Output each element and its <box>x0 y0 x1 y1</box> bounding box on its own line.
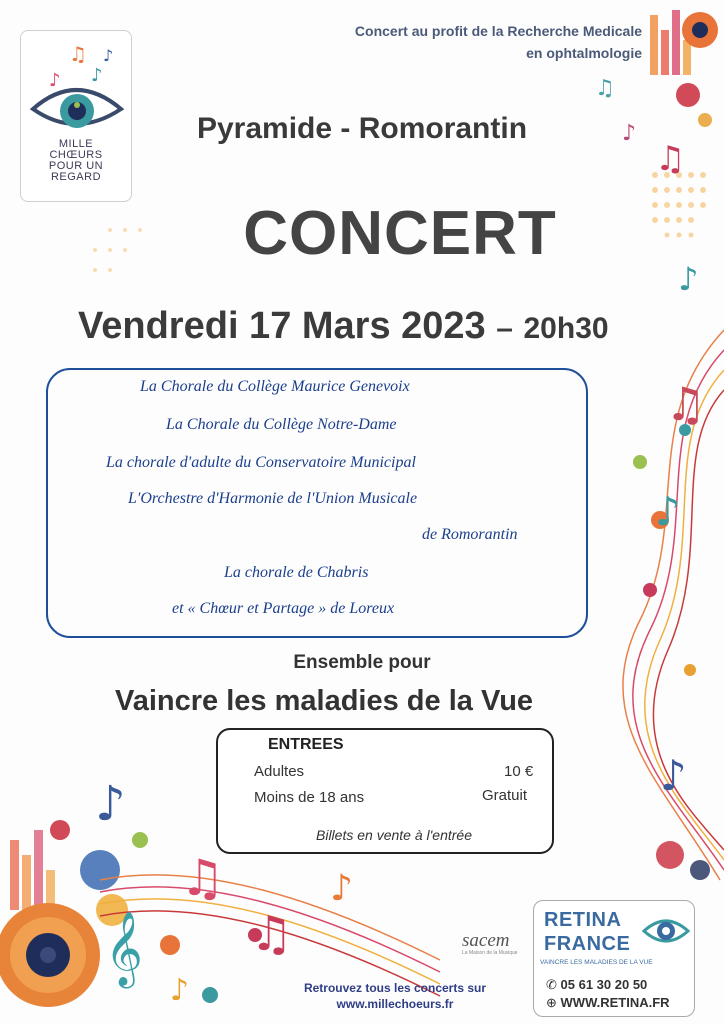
retina-website[interactable]: ⊕ WWW.RETINA.FR <box>546 995 670 1010</box>
svg-text:♫: ♫ <box>180 849 225 907</box>
retina-brand-line2: FRANCE <box>544 933 631 955</box>
tickets-box <box>216 728 554 854</box>
tickets-heading: ENTREES <box>268 736 344 753</box>
svg-text:♫: ♫ <box>595 76 615 101</box>
performer-item: L'Orchestre d'Harmonie de l'Union Musicale <box>128 490 418 507</box>
cause-heading: Vaincre les maladies de la Vue <box>115 685 534 717</box>
performer-item: et « Chœur et Partage » de Loreux <box>172 600 395 617</box>
retina-tagline: VAINCRE LES MALADIES DE LA VUE <box>540 959 653 966</box>
performer-item: La chorale d'adulte du Conservatoire Municipal <box>106 454 416 471</box>
concert-time: 20h30 <box>523 312 609 345</box>
more-concerts-text: Retrouvez tous les concerts sur <box>303 981 487 995</box>
sacem-logo: sacem <box>462 930 510 951</box>
adults-label: Adultes <box>254 763 305 780</box>
retina-phone: ✆ 05 61 30 20 50 <box>546 977 648 992</box>
minors-label: Moins de 18 ans <box>254 789 365 806</box>
logo-text: MILLE CHŒURS POUR UN REGARD <box>48 138 104 183</box>
svg-text:𝄞: 𝄞 <box>105 912 143 986</box>
eye-icon <box>642 911 690 951</box>
performers-box <box>46 368 588 638</box>
svg-text:♪: ♪ <box>660 751 687 800</box>
svg-text:♪: ♪ <box>170 973 190 1008</box>
venue-title: Pyramide - Romorantin <box>196 112 528 145</box>
svg-text:♪: ♪ <box>91 65 103 86</box>
retina-france-logo <box>533 900 695 1017</box>
svg-text:♪: ♪ <box>678 260 699 298</box>
more-concerts <box>290 980 500 1012</box>
date-separator: – <box>496 312 513 345</box>
together-heading: Ensemble pour <box>293 652 431 673</box>
phone-icon: ✆ <box>546 977 557 992</box>
svg-text:♪: ♪ <box>49 70 61 91</box>
retina-brand-line1: RETINA <box>544 909 622 931</box>
svg-text:♪: ♪ <box>95 776 126 832</box>
performer-item: La Chorale du Collège Maurice Genevoix <box>140 378 410 395</box>
svg-text:♫: ♫ <box>655 139 686 179</box>
benefit-statement <box>355 20 642 64</box>
svg-text:♫: ♫ <box>250 906 294 962</box>
sale-note: Billets en vente à l'entrée <box>316 827 472 843</box>
svg-text:♫: ♫ <box>665 377 707 431</box>
adults-price: 10 € <box>504 763 534 780</box>
performer-item: La Chorale du Collège Notre-Dame <box>166 416 397 433</box>
benefit-line-2: en ophtalmologie <box>526 45 642 61</box>
sacem-tagline: La Maison de la Musique <box>462 950 518 956</box>
svg-text:♫: ♫ <box>69 42 87 66</box>
benefit-line-1: Concert au profit de la Recherche Medicale <box>354 23 642 39</box>
website-link[interactable]: www.millechoeurs.fr <box>336 997 454 1011</box>
date-line <box>78 305 609 348</box>
performer-item: de Romorantin <box>422 526 518 543</box>
globe-icon: ⊕ <box>546 995 557 1010</box>
minors-price: Gratuit <box>482 787 528 804</box>
svg-text:♪: ♪ <box>622 121 637 146</box>
concert-date: Vendredi 17 Mars 2023 <box>78 305 486 347</box>
concert-title: CONCERT <box>243 199 557 268</box>
svg-text:♪: ♪ <box>103 46 114 65</box>
performer-item: La chorale de Chabris <box>224 564 369 581</box>
svg-text:♪: ♪ <box>330 868 353 909</box>
svg-text:♪: ♪ <box>655 489 681 535</box>
